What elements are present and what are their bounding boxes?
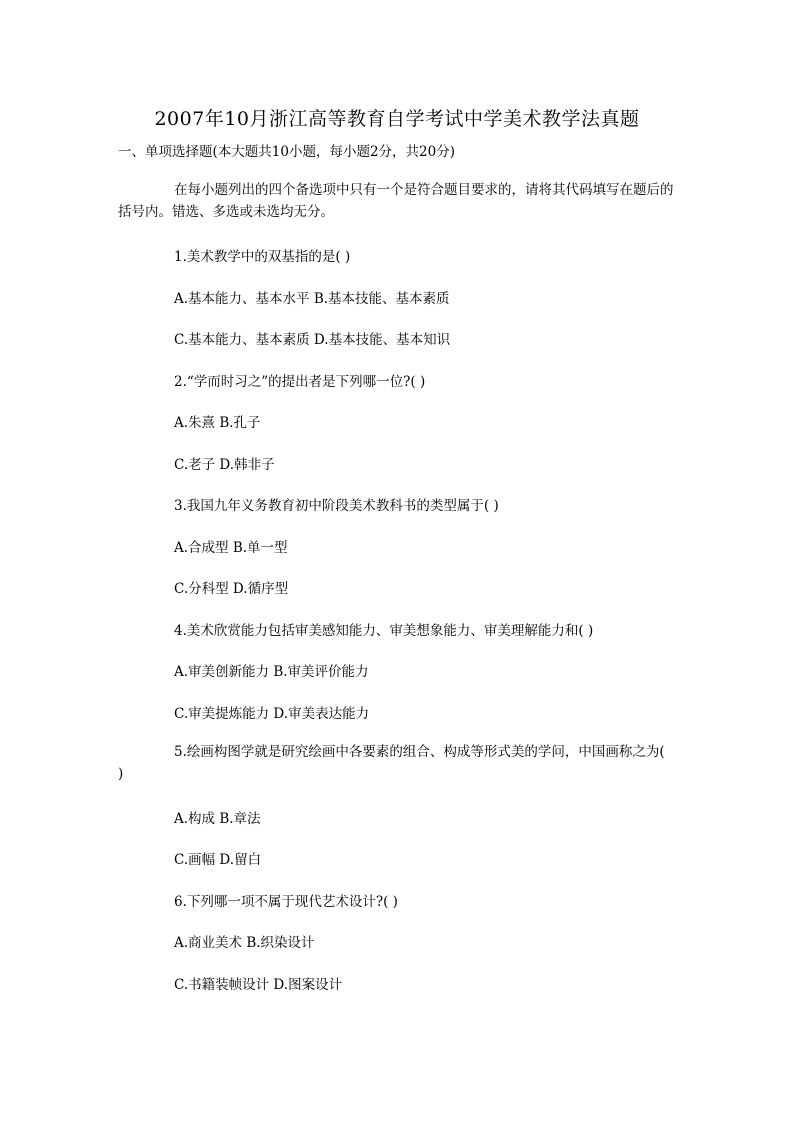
instructions-paragraph: 在每小题列出的四个备选项中只有一个是符合题目要求的，请将其代码填写在题后的括号内。错选、多选或未选均无分。 xyxy=(118,182,674,220)
question-options: A.审美创新能力 B.审美评价能力 xyxy=(174,664,369,680)
question-options: A.商业美术 B.织染设计 xyxy=(174,935,315,951)
question-options: C.分科型 D.循序型 xyxy=(174,581,289,597)
question-stem: 4.美术欣赏能力包括审美感知能力、审美想象能力、审美理解能力和( ) xyxy=(174,623,594,639)
question-options: A.基本能力、基本水平 B.基本技能、基本素质 xyxy=(174,291,450,307)
question-options: A.构成 B.章法 xyxy=(174,811,261,827)
question-options: C.画幅 D.留白 xyxy=(174,852,262,868)
question-stem: 3.我国九年义务教育初中阶段美术教科书的类型属于( ) xyxy=(174,498,499,514)
section-heading: 一、单项选择题(本大题共10小题，每小题2分，共20分) xyxy=(118,144,455,160)
question-options: C.审美提炼能力 D.审美表达能力 xyxy=(174,706,370,722)
question-options: C.书籍装帧设计 D.图案设计 xyxy=(174,977,343,993)
question-options: A.合成型 B.单一型 xyxy=(174,540,288,556)
question-options: C.基本能力、基本素质 D.基本技能、基本知识 xyxy=(174,332,451,348)
question-options: C.老子 D.韩非子 xyxy=(174,457,275,473)
question-stem: 2.“学而时习之”的提出者是下列哪一位?( ) xyxy=(174,374,426,390)
question-stem: 1.美术教学中的双基指的是( ) xyxy=(174,249,351,265)
question-stem: 5.绘画构图学就是研究绘画中各要素的组合、构成等形式美的学问，中国画称之为( ) xyxy=(118,744,665,782)
question-options: A.朱熹 B.孔子 xyxy=(174,415,261,431)
question-stem: 6.下列哪一项不属于现代艺术设计?( ) xyxy=(174,894,398,910)
page-title: 2007年10月浙江高等教育自学考试中学美术教学法真题 xyxy=(154,108,640,130)
